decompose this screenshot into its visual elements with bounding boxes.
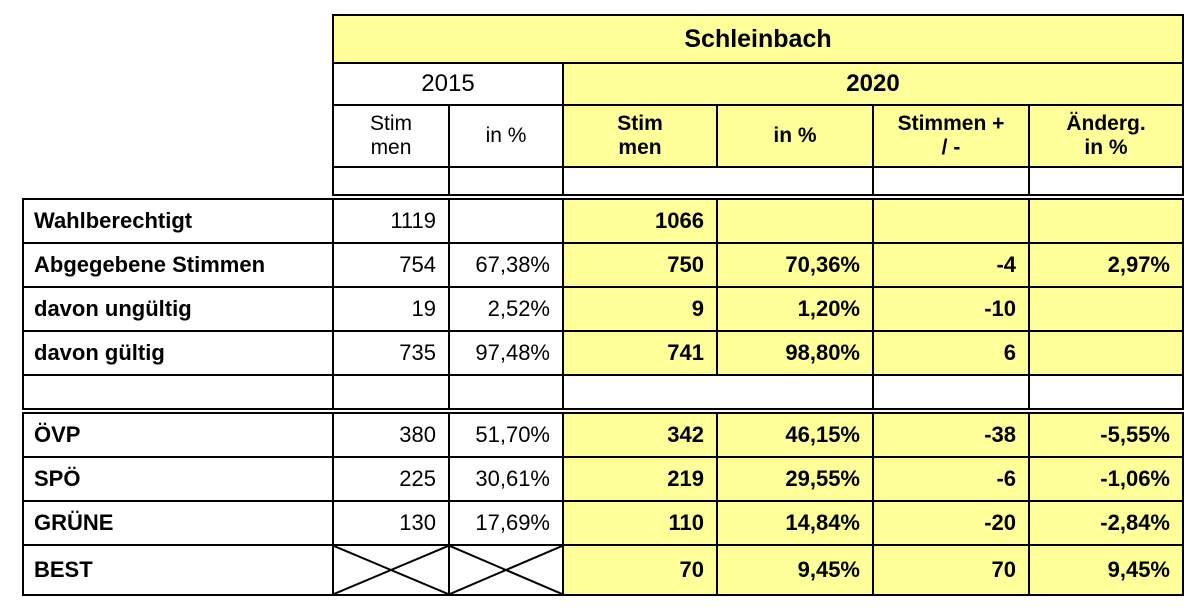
cell-diff-votes: [872, 198, 1030, 244]
subheader-diff-pct: Änderg. in %: [1028, 104, 1184, 168]
spacer-cell: [562, 374, 874, 410]
cell-diff-pct: 9,45%: [1028, 544, 1184, 596]
cell-diff-votes: -38: [872, 412, 1030, 458]
cell-votes-2015: 754: [332, 242, 450, 288]
cell-diff-pct: [1028, 286, 1184, 332]
cell-diff-votes: 6: [872, 330, 1030, 376]
subheader-pct-2020: in %: [716, 104, 874, 168]
cell-votes-2015: 19: [332, 286, 450, 332]
cell-diff-votes: -10: [872, 286, 1030, 332]
cell-diff-votes: 70: [872, 544, 1030, 596]
cell-votes-2015: 225: [332, 456, 450, 502]
cell-pct-2020: 70,36%: [716, 242, 874, 288]
cell-pct-2015: 30,61%: [448, 456, 564, 502]
cell-votes-2020: 342: [562, 412, 718, 458]
cell-pct-2015: [448, 198, 564, 244]
year-2020-header: 2020: [562, 62, 1184, 106]
spacer-cell: [448, 374, 564, 410]
cell-votes-2020: 9: [562, 286, 718, 332]
crossed-out-cell: [332, 544, 450, 596]
cell-diff-pct: 2,97%: [1028, 242, 1184, 288]
cross-mark-icon: [334, 546, 448, 594]
cell-diff-pct: -1,06%: [1028, 456, 1184, 502]
row-label-davon-gueltig: davon gültig: [22, 330, 334, 376]
cell-votes-2020: 1066: [562, 198, 718, 244]
cell-diff-pct: -2,84%: [1028, 500, 1184, 546]
cell-diff-pct: -5,55%: [1028, 412, 1184, 458]
cell-pct-2020: 14,84%: [716, 500, 874, 546]
cell-pct-2015: 17,69%: [448, 500, 564, 546]
cell-diff-votes: -6: [872, 456, 1030, 502]
spacer-cell: [22, 374, 334, 410]
row-label-oevp: ÖVP: [22, 412, 334, 458]
cell-diff-votes: -20: [872, 500, 1030, 546]
row-label-wahlberechtigt: Wahlberechtigt: [22, 198, 334, 244]
spacer-cell: [562, 166, 874, 196]
table-title: Schleinbach: [332, 14, 1184, 64]
cell-diff-pct: [1028, 330, 1184, 376]
row-label-davon-ungueltig: davon ungültig: [22, 286, 334, 332]
cell-pct-2015: 2,52%: [448, 286, 564, 332]
cell-pct-2020: 98,80%: [716, 330, 874, 376]
cell-votes-2015: 1119: [332, 198, 450, 244]
spacer-cell: [1028, 166, 1184, 196]
subheader-pct-2015: in %: [448, 104, 564, 168]
cell-votes-2020: 750: [562, 242, 718, 288]
cell-votes-2015: 380: [332, 412, 450, 458]
cell-votes-2015: 130: [332, 500, 450, 546]
crossed-out-cell: [448, 544, 564, 596]
row-label-gruene: GRÜNE: [22, 500, 334, 546]
cell-votes-2015: 735: [332, 330, 450, 376]
cell-pct-2020: 46,15%: [716, 412, 874, 458]
cell-votes-2020: 219: [562, 456, 718, 502]
cell-pct-2020: [716, 198, 874, 244]
spacer-cell: [332, 374, 450, 410]
year-2015-header: 2015: [332, 62, 564, 106]
cell-pct-2020: 1,20%: [716, 286, 874, 332]
subheader-diff-votes: Stimmen + / -: [872, 104, 1030, 168]
cell-pct-2020: 29,55%: [716, 456, 874, 502]
cell-pct-2015: 51,70%: [448, 412, 564, 458]
cell-diff-votes: -4: [872, 242, 1030, 288]
cell-pct-2020: 9,45%: [716, 544, 874, 596]
cell-votes-2020: 110: [562, 500, 718, 546]
cell-votes-2020: 741: [562, 330, 718, 376]
cell-pct-2015: 67,38%: [448, 242, 564, 288]
row-label-abgegebene-stimmen: Abgegebene Stimmen: [22, 242, 334, 288]
subheader-votes-2015: Stim men: [332, 104, 450, 168]
spacer-cell: [872, 166, 1030, 196]
spacer-cell: [332, 166, 450, 196]
cell-pct-2015: 97,48%: [448, 330, 564, 376]
cell-votes-2020: 70: [562, 544, 718, 596]
spacer-cell: [1028, 374, 1184, 410]
subheader-votes-2020: Stim men: [562, 104, 718, 168]
spacer-cell: [872, 374, 1030, 410]
row-label-best: BEST: [22, 544, 334, 596]
cell-diff-pct: [1028, 198, 1184, 244]
row-label-spoe: SPÖ: [22, 456, 334, 502]
spacer-cell: [448, 166, 564, 196]
cross-mark-icon: [450, 546, 562, 594]
